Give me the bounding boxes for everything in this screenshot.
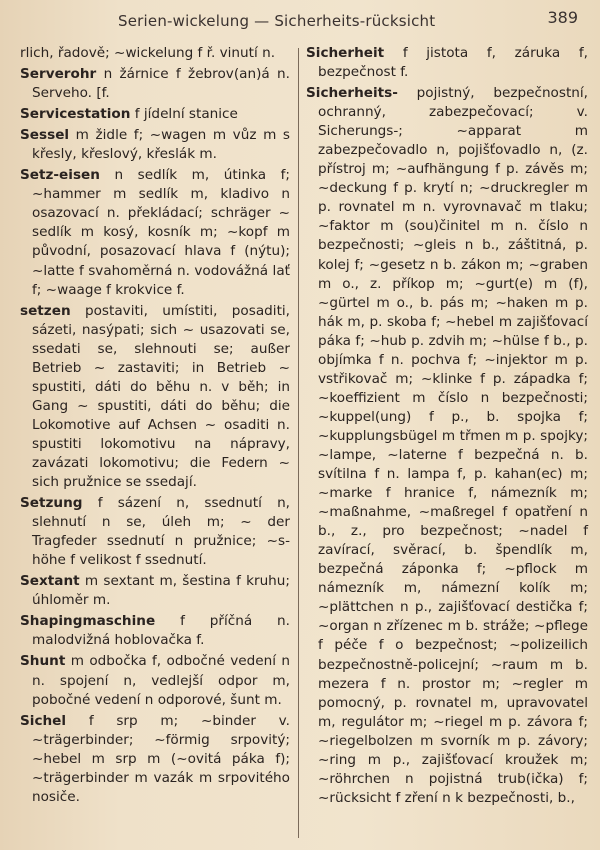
- entry-headword: Sicherheits-: [306, 85, 398, 102]
- entry-headword: Setzung: [20, 495, 83, 512]
- right-column: [306, 44, 588, 842]
- dictionary-entry: [306, 84, 588, 808]
- entry-headword: Sichel: [20, 712, 67, 729]
- entry-definition: f příčná n. malodvižná hoblovačka f.: [32, 613, 290, 649]
- entry-definition: m židle f; ~wagen m vůz m s křesly, křeslový, křeslák m.: [32, 127, 290, 163]
- dictionary-entry: [20, 652, 290, 709]
- entry-definition: m sextant m, šestina f kruhu; úhloměr m.: [32, 573, 290, 609]
- header-title: Serien-wickelung — Sicherheits-rücksicht: [118, 12, 436, 30]
- entry-definition: pojistný, bezpečnostní, ochranný, zabezpečovací; v. Sicherungs-; ~apparat m zabezpečovadlo n, pojišťovadlo n, (z. přístroj m; ~aufhängung f p. závěs m; ~deckung f p. krytí n; ~druckregler m p. rovnatel m n. vyrovnavač m tlaku; ~faktor m (sou)činitel m n. číslo n bezpečnosti; ~gleis n b., záštitná, p. kolej f; ~gesetz n b. zákon m; ~graben m o., z. příkop m; ~gurt(e) m (f), ~gürtel m o., b. pás m; ~haken m p. hák m, p. skoba f; ~hebel m zajišťovací páka f; ~hub p. zdvih m; ~hülse f b., p. objímka f n. pochva f; ~injektor m p. vstřikovač m; ~klinke f p. západka f; ~koeffizient m číslo n bezpečnosti; ~kuppel(ung) f p., b. spojka f; ~kupplungsbügel m třmen m p. spojky; ~lampe, ~laterne f bezpečná n. b. svítilna f n. lampa f, p. kahan(ec) m; ~marke f hranice f, námezník m; ~maßnahme, ~maßregel f opatření n b., z., pro bezpečnost; ~nadel f zavírací, svěrací, b. špendlík m, bezpečná záponka f; ~pflock m námezník m, námezní kolík m; ~plättchen n p., zajišťovací destička f; ~organ n zřízenec m b. stráže; ~pflege f péče f o bezpečnost; ~polizeilich bezpečnostně-policejní; ~raum m b. mezera f n. prostor m; ~regler m pomocný, p. rovnatel m, upravovatel m, regulátor m; ~riegel m p. závora f; ~riegelbolzen m svorník m p. závory; ~ring m p., zajišťovací kroužek m; ~röhrchen n pojistná trub(ička) f; ~rücksicht f zření n k bezpečnosti, b.,: [318, 85, 588, 806]
- entry-definition: f jídelní stanice: [130, 106, 238, 123]
- entry-headword: Shunt: [20, 653, 66, 670]
- entry-headword: Sicherheit: [306, 45, 385, 61]
- dictionary-entry: [20, 65, 290, 103]
- dictionary-entry: [20, 302, 290, 492]
- dictionary-entry: [20, 44, 290, 63]
- left-column: [20, 44, 290, 842]
- entry-definition: postaviti, umístiti, posaditi, sázeti, nasýpati; sich ~ usazovati se, ssedati se, slehnouti se; außer Betrieb ~ zastaviti; in Betrieb ~ spustiti, dáti do běhu n. v běh; in Gang ~ spustiti, dáti do běhu; die Lokomotive auf Achsen ~ osaditi n. spustiti lokomotivu na nápravy, zavázati lokomotivu; die Federn ~ sich pružnice se ssedají.: [32, 302, 290, 491]
- entry-definition: f sázení n, ssednutí n, slehnutí n se, úleh m; ~ der Tragfeder ssednutí n pružnice; ~s-höhe f velikost f ssednutí.: [32, 495, 290, 569]
- entry-definition: n sedlík m, útinka f; ~hammer m sedlík m, kladivo n osazovací n. překládací; schräger ~ sedlík m kosý, kosník m; ~kopf m původní, posazovací hlava f (nýtu); ~latte f svahoměrná n. vodovážná lať f; ~waage f krokvice f.: [32, 167, 290, 298]
- dictionary-entry: [20, 126, 290, 164]
- dictionary-entry: [306, 44, 588, 82]
- entry-headword: Sextant: [20, 573, 80, 590]
- dictionary-entry: [20, 712, 290, 807]
- entry-definition: rlich, řadově; ~wickelung f ř. vinutí n.: [20, 45, 276, 61]
- entry-headword: Servicestation: [20, 106, 131, 123]
- entry-headword: setzen: [20, 302, 71, 319]
- dictionary-entry: [20, 166, 290, 299]
- running-header: [0, 6, 600, 42]
- column-divider: [298, 48, 299, 838]
- entry-definition: n žárnice f žebrov(an)á n. Serveho. [f.: [32, 66, 290, 102]
- entry-headword: Sessel: [20, 127, 70, 144]
- dictionary-entry: [20, 612, 290, 650]
- dictionary-entry: [20, 105, 290, 124]
- entry-headword: Setz-eisen: [20, 167, 100, 184]
- dictionary-entry: [20, 494, 290, 570]
- entry-headword: Shapingmaschine: [20, 613, 156, 630]
- entry-definition: f srp m; ~binder v. ~trägerbinder; ~förmig srpovitý; ~hebel m srp m (~ovitá páka f); ~trägerbinder m vazák m srpovitého nosiče.: [32, 712, 290, 805]
- entry-definition: m odbočka f, odbočné vedení n n. spojení n, vedlejší odpor m, pobočné vedení n odporové, šunt m.: [32, 653, 290, 708]
- entry-headword: Serverohr: [20, 66, 97, 83]
- dictionary-entry: [20, 572, 290, 610]
- page-number: 389: [547, 8, 578, 27]
- entry-definition: f jistota f, záruka f, bezpečnost f.: [318, 45, 588, 81]
